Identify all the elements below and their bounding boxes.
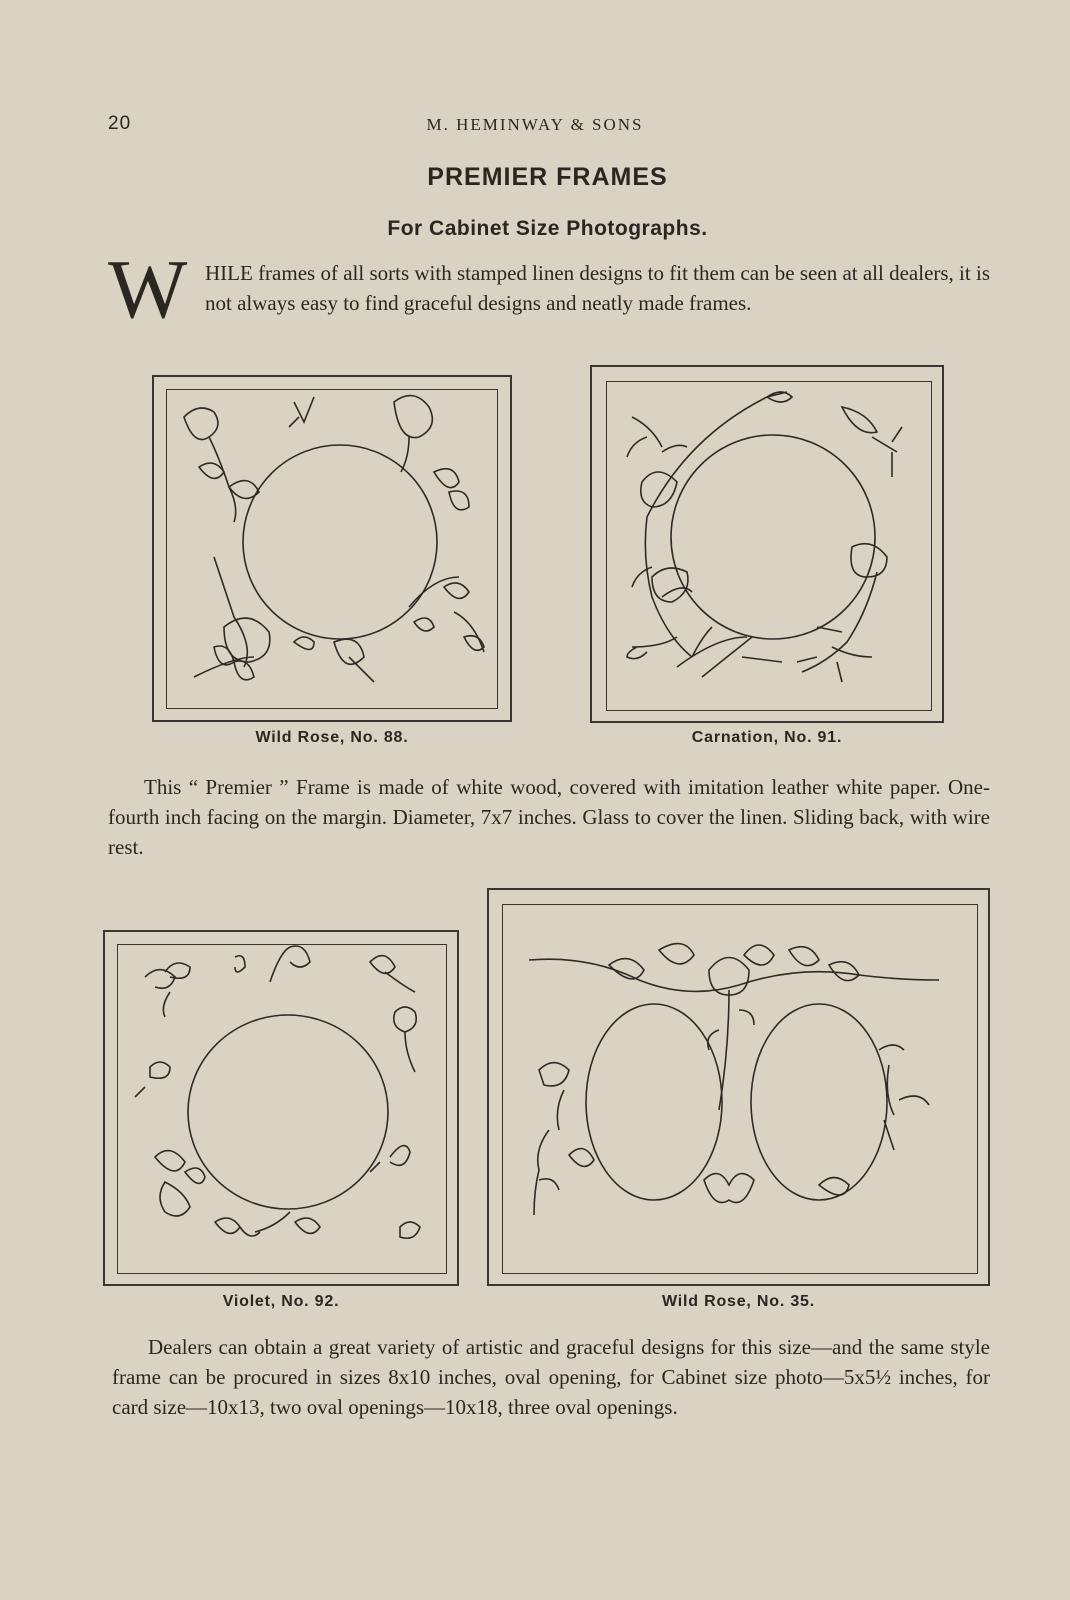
- intro-paragraph: HILE frames of all sorts with stamped linen designs to fit them can be seen at all dealers, it is not always easy to find graceful designs and neatly made frames.: [205, 261, 990, 315]
- description-paragraph: This “ Premier ” Frame is made of white wood, covered with imitation leather white paper. One-fourth inch facing on the margin. Diameter, 7x7 inches. Glass to cover the linen. Sliding back, with wire rest.: [108, 775, 990, 859]
- closing-paragraph: Dealers can obtain a great variety of artistic and graceful designs for this size—and the same style frame can be procured in sizes 8x10 inches, oval opening, for Cabinet size photo—5x5½ inches, for card size—10x13, two oval openings—10x18, three oval openings.: [112, 1335, 990, 1419]
- caption-wild-rose-35: Wild Rose, No. 35.: [662, 1293, 815, 1310]
- running-head: M. HEMINWAY & SONS: [426, 115, 644, 134]
- page-number: 20: [108, 113, 132, 134]
- caption-wild-rose-88: Wild Rose, No. 88.: [255, 729, 409, 746]
- rose-frame-icon: [154, 377, 514, 724]
- double-oval-rose-frame-icon: [489, 890, 992, 1288]
- violet-frame-icon: [105, 932, 461, 1288]
- figure-violet-92: [103, 930, 459, 1286]
- carnation-frame-icon: [592, 367, 946, 725]
- caption-carnation-91: Carnation, No. 91.: [691, 729, 843, 746]
- caption-violet-92: Violet, No. 92.: [222, 1293, 340, 1310]
- page-title: PREMIER FRAMES: [427, 163, 668, 191]
- page-subtitle: For Cabinet Size Photographs.: [387, 217, 708, 240]
- figure-wild-rose-35: [487, 888, 990, 1286]
- figure-wild-rose-88: [152, 375, 512, 722]
- figure-carnation-91: [590, 365, 944, 723]
- dropcap: W: [108, 243, 188, 336]
